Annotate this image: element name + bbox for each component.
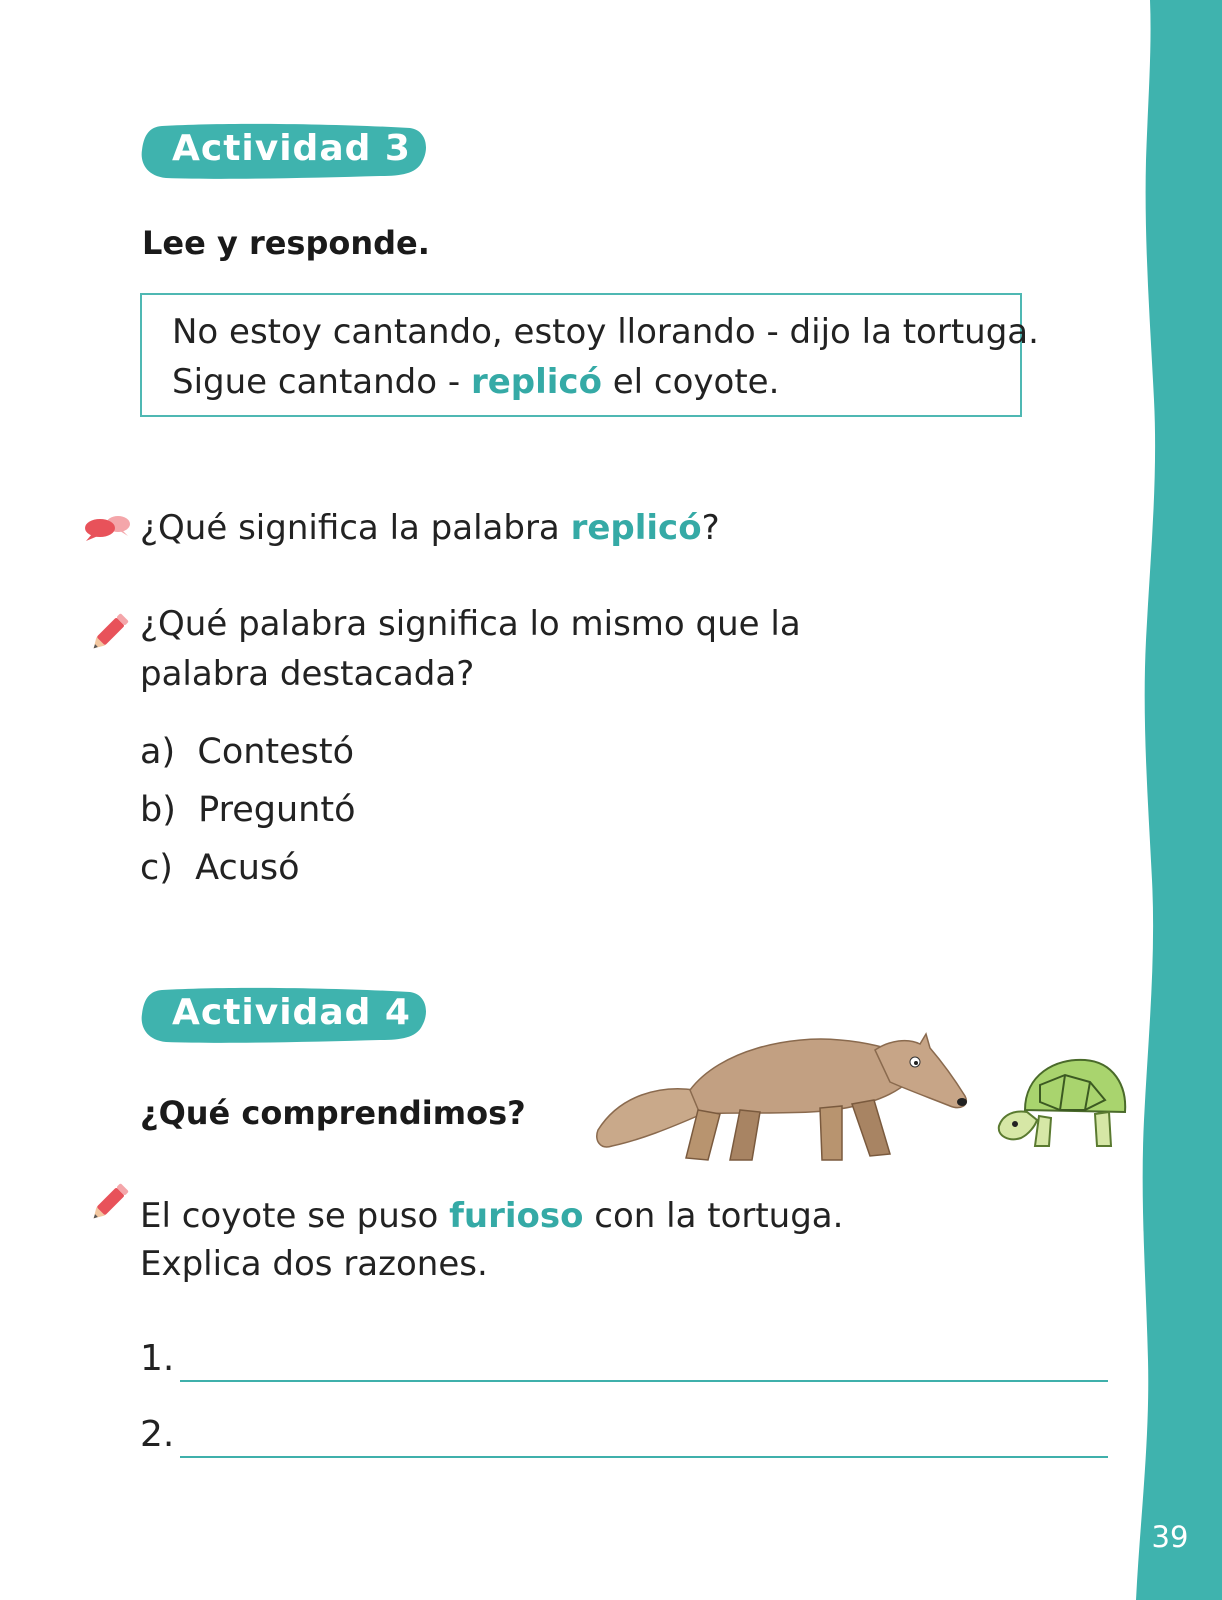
- tortoise-illustration: [995, 1050, 1135, 1160]
- question-synonym-line-1: ¿Qué palabra significa lo mismo que la: [140, 604, 801, 644]
- pencil-icon: [90, 1178, 134, 1222]
- answer-rule: [180, 1456, 1108, 1458]
- side-band: [1136, 0, 1222, 1600]
- option-a[interactable]: a) Contestó: [140, 732, 355, 772]
- activity-3-instruction: Lee y responde.: [142, 224, 430, 262]
- passage-line-2: Sigue cantando - replicó el coyote.: [172, 362, 780, 402]
- highlight-word: replicó: [570, 508, 702, 548]
- option-c[interactable]: c) Acusó: [140, 848, 300, 888]
- page-number: 39: [1151, 1520, 1189, 1554]
- pencil-icon: [90, 608, 134, 652]
- highlight-word: furioso: [449, 1196, 584, 1236]
- highlight-word: replicó: [470, 362, 602, 402]
- question-furious-line-1: El coyote se puso furioso con la tortuga.: [140, 1196, 844, 1236]
- question-furious-line-2: Explica dos razones.: [140, 1244, 488, 1284]
- activity-3-badge: [140, 122, 428, 178]
- answer-rule: [180, 1380, 1108, 1382]
- answer-line-2[interactable]: 2.: [140, 1414, 1108, 1464]
- coyote-illustration: [590, 1010, 970, 1175]
- activity-4-instruction: ¿Qué comprendimos?: [140, 1094, 526, 1132]
- question-synonym-line-2: palabra destacada?: [140, 654, 475, 694]
- answer-line-1[interactable]: 1.: [140, 1338, 1108, 1388]
- passage-line-1: No estoy cantando, estoy llorando - dijo la tortuga.: [172, 312, 1039, 352]
- speech-bubbles-icon: [82, 514, 132, 544]
- option-b[interactable]: b) Preguntó: [140, 790, 356, 830]
- question-meaning: ¿Qué significa la palabra replicó?: [140, 508, 720, 548]
- activity-4-title: Actividad 4: [172, 992, 411, 1033]
- activity-3-title: Actividad 3: [172, 128, 411, 169]
